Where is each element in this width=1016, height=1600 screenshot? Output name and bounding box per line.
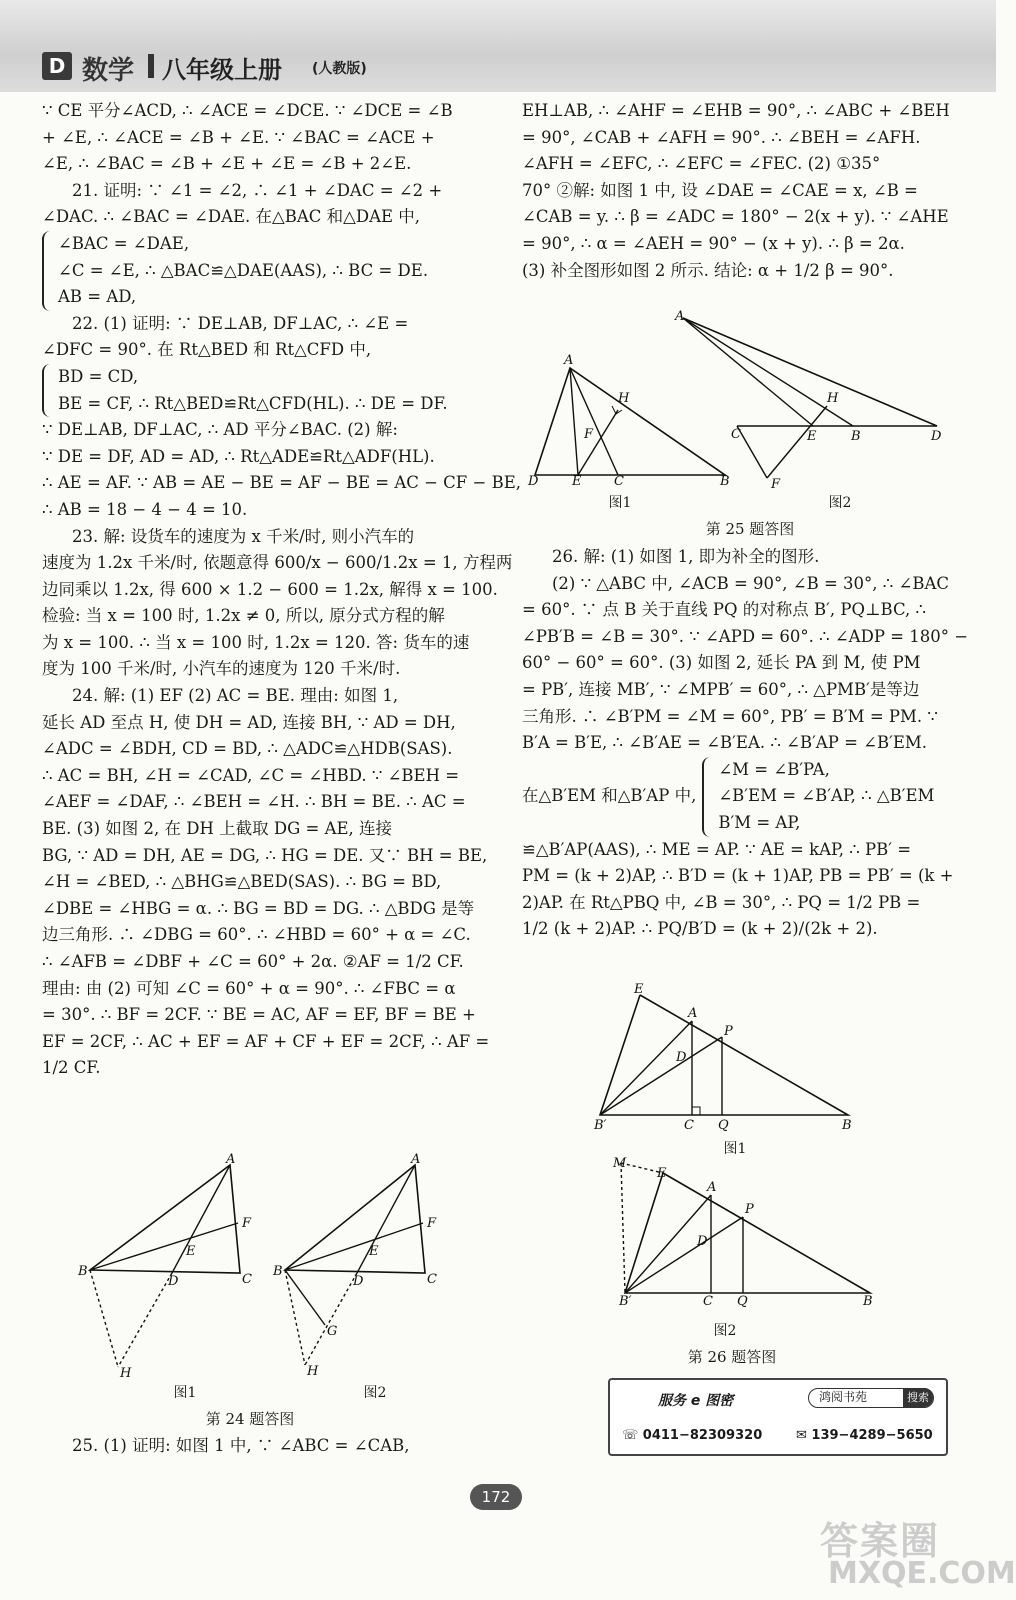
service-logo: 服务 e 图密 (658, 1393, 734, 1409)
figure-caption: 图2 (828, 495, 852, 511)
figure-caption: 图1 (173, 1385, 197, 1401)
svg-text:A: A (675, 309, 685, 324)
text-line: 70° ②解: 如图 1 中, 设 ∠DAE = ∠CAE = x, ∠B = (522, 180, 918, 200)
figure-26-1 (590, 982, 870, 1139)
figure-title: 第 24 题答图 (205, 1410, 295, 1428)
phone-1: 0411−82309320 (642, 1428, 763, 1443)
text-line: 速度为 1.2x 千米/时, 依题意得 600/x − 600/1.2x = 1, 方程两 (42, 553, 513, 573)
subject-title: 数学 (82, 56, 135, 86)
svg-text:B: B (863, 1294, 873, 1309)
svg-text:C: C (614, 474, 624, 489)
page-header (0, 0, 996, 92)
svg-text:H: H (120, 1366, 132, 1381)
text-line: ∠C = ∠E, ∴ △BAC≌△DAE(AAS), ∴ BC = DE. (58, 260, 429, 280)
figure-24-1 (70, 1152, 270, 1389)
figure-caption: 图2 (363, 1385, 387, 1401)
text-line: B′M = AP, (718, 812, 801, 832)
svg-text:D: D (931, 429, 942, 444)
service-info-box (608, 1378, 948, 1456)
svg-text:Q: Q (737, 1294, 748, 1309)
text-line: ∠B′EM = ∠B′AP, ∴ △B′EM (718, 786, 935, 806)
svg-text:F: F (242, 1216, 252, 1231)
page-number: 172 (470, 1484, 522, 1510)
text-line: BE = CF, ∴ Rt△BED≌Rt△CFD(HL). ∴ DE = DF. (58, 393, 448, 413)
text-line: PM = (k + 2)AP, ∴ B′D = (k + 1)AP, PB = PB′ = (k + (522, 866, 954, 886)
search-box (808, 1388, 934, 1408)
phone-number: ☏ 0411−82309320 (622, 1428, 763, 1443)
text-line: ∠DAC. ∴ ∠BAC = ∠DAE. 在△BAC 和△DAE 中, (42, 207, 421, 227)
figure-26-2 (605, 1155, 885, 1309)
right-column-top (522, 98, 962, 284)
text-line: ∴ ∠AFB = ∠DBF + ∠C = 60° + 2α. ②AF = 1/2 CF. (42, 952, 464, 971)
svg-text:E: E (572, 474, 582, 489)
svg-text:D: D (528, 474, 539, 489)
series-logo: D (42, 52, 72, 80)
figure-24-2 (265, 1152, 465, 1389)
text-line: B′A = B′E, ∴ ∠B′AE = ∠B′EA. ∴ ∠B′AP = ∠B′EM. (522, 733, 928, 753)
text-line: 在△B′EM 和△B′AP 中, (522, 786, 697, 806)
svg-text:A: A (411, 1152, 421, 1167)
svg-text:P: P (745, 1202, 754, 1217)
text-line: ∠CAB = y. ∴ β = ∠ADC = 180° − 2(x + y). ∵ ∠AHE (522, 207, 949, 227)
text-line: (2) ∵ △ABC 中, ∠ACB = 90°, ∠B = 30°, ∴ ∠BAC (552, 573, 950, 593)
phone-2: 139−4289−5650 (811, 1428, 933, 1443)
text-line: EF = 2CF, ∴ AC + EF = AF + CF + EF = 2CF, ∴ AF = (42, 1031, 490, 1051)
brace-system (42, 231, 490, 311)
svg-text:A: A (688, 1006, 698, 1021)
svg-text:H: H (307, 1364, 319, 1379)
svg-text:E: E (186, 1244, 196, 1259)
text-line: (3) 补全图形如图 2 所示. 结论: α + 1/2 β = 90°. (522, 260, 894, 280)
text-line: ∠DFC = 90°. 在 Rt△BED 和 Rt△CFD 中, (42, 340, 372, 360)
text-line: 为 x = 100. ∴ 当 x = 100 时, 1.2x = 120. 答: 货车的速 (42, 632, 470, 652)
svg-text:C: C (703, 1294, 713, 1309)
search-button: 搜索 (903, 1388, 933, 1407)
text-line: BD = CD, (58, 366, 139, 386)
text-line: 度为 100 千米/时, 小汽车的速度为 120 千米/时. (42, 659, 401, 679)
text-line: 三角形. ∴ ∠B′PM = ∠M = 60°, PB′ = B′M = PM. ∵ (522, 706, 938, 726)
brace-system (522, 757, 962, 837)
phone-number: ✉ 139−4289−5650 (796, 1428, 933, 1443)
svg-text:F: F (427, 1216, 437, 1231)
text-line: 22. (1) 证明: ∵ DE⊥AB, DF⊥AC, ∴ ∠E = (72, 313, 409, 333)
figure-caption: 图1 (723, 1141, 747, 1157)
figure-caption: 图1 (608, 495, 632, 511)
text-line: = PB′, 连接 MB′, ∵ ∠MPB′ = 60°, ∴ △PMB′是等边 (522, 679, 920, 699)
text-line: ∴ AE = AF. ∵ AB = AE − BE = AF − BE = AC − CF − BE, (42, 473, 521, 493)
figure-title: 第 26 题答图 (687, 1348, 777, 1366)
svg-text:A: A (226, 1152, 236, 1167)
text-line: ∠PB′B = ∠B = 30°. ∵ ∠APD = 60°. ∴ ∠ADP = 180° − (522, 626, 969, 646)
text-line: 1/2 CF. (42, 1058, 101, 1078)
text-line: ∵ DE = DF, AD = AD, ∴ Rt△ADE≌Rt△ADF(HL). (42, 446, 435, 466)
figure-25-2 (675, 308, 955, 492)
svg-text:H: H (827, 391, 839, 406)
text-line: 延长 AD 至点 H, 使 DH = AD, 连接 BH, ∵ AD = DH, (42, 712, 456, 732)
svg-text:C: C (242, 1272, 252, 1287)
figure-caption: 图2 (713, 1323, 737, 1339)
text-line: 60° − 60° = 60°. (3) 如图 2, 延长 PA 到 M, 使 PM (522, 653, 921, 673)
svg-text:B′: B′ (594, 1118, 607, 1133)
svg-text:E: E (807, 429, 817, 444)
svg-text:C: C (731, 427, 741, 442)
text-line: ∠DBE = ∠HBG = α. ∴ BG = BD = DG. ∴ △BDG 是等 (42, 898, 475, 918)
text-line: 1/2 (k + 2)AP. ∴ PQ/B′D = (k + 2)/(2k + 2). (522, 919, 878, 939)
svg-text:G: G (327, 1324, 338, 1339)
text-line: 2)AP. 在 Rt△PBQ 中, ∠B = 30°, ∴ PQ = 1/2 PB = (522, 892, 921, 912)
text-line: BG, ∵ AD = DH, AE = DG, ∴ HG = DE. 又∵ BH = BE, (42, 845, 488, 865)
svg-text:E: E (369, 1244, 379, 1259)
text-line: ∴ AB = 18 − 4 − 4 = 10. (42, 499, 248, 519)
svg-text:C: C (427, 1272, 437, 1287)
search-text: 鸿阅书苑 (819, 1390, 868, 1404)
svg-text:B′: B′ (619, 1294, 632, 1309)
text-line: ∠ADC = ∠BDH, CD = BD, ∴ △ADC≌△HDB(SAS). (42, 739, 453, 759)
svg-text:H: H (618, 391, 630, 406)
text-line: ∠AFH = ∠EFC, ∴ ∠EFC = ∠FEC. (2) ①35° (522, 154, 881, 174)
svg-text:E: E (634, 982, 644, 997)
svg-text:B: B (273, 1264, 283, 1279)
text-line: ∠AEF = ∠DAF, ∴ ∠BEH = ∠H. ∴ BH = BE. ∴ AC = (42, 792, 466, 812)
svg-text:D: D (168, 1274, 179, 1289)
text-line: + ∠E, ∴ ∠ACE = ∠B + ∠E. ∵ ∠BAC = ∠ACE + (42, 127, 435, 147)
text-line: 检验: 当 x = 100 时, 1.2x ≠ 0, 所以, 原分式方程的解 (42, 606, 445, 626)
left-column (42, 98, 521, 1082)
text-line: = 30°. ∴ BF = 2CF. ∵ BE = AC, AF = EF, BF = BE + (42, 1005, 476, 1025)
edition-label: (人教版) (312, 61, 367, 77)
svg-text:F: F (771, 477, 781, 492)
watermark-url: MXQE.COM (828, 1556, 1016, 1591)
text-line: 21. 证明: ∵ ∠1 = ∠2, ∴ ∠1 + ∠DAC = ∠2 + (72, 180, 443, 200)
text-line: 26. 解: (1) 如图 1, 即为补全的图形. (552, 547, 820, 566)
svg-text:M: M (613, 1156, 627, 1171)
svg-text:A: A (707, 1180, 717, 1195)
text-line: 边三角形. ∴ ∠DBG = 60°. ∴ ∠HBD = 60° + α = ∠C. (42, 925, 471, 945)
svg-text:E: E (657, 1166, 667, 1181)
svg-text:B: B (842, 1118, 852, 1133)
text-line: 25. (1) 证明: 如图 1 中, ∵ ∠ABC = ∠CAB, (72, 1436, 410, 1455)
text-line: ≌△B′AP(AAS), ∴ ME = AP. ∵ AE = kAP, ∴ PB′ = (522, 839, 912, 859)
header-divider (148, 54, 154, 78)
grade-title: 八年级上册 (162, 56, 282, 84)
svg-text:D: D (353, 1274, 364, 1289)
figure-title: 第 25 题答图 (705, 520, 795, 538)
text-line: ∠M = ∠B′PA, (718, 759, 830, 779)
svg-text:D: D (697, 1234, 708, 1249)
svg-text:P: P (724, 1024, 733, 1039)
text-line: = 90°, ∠CAB + ∠AFH = 90°. ∴ ∠BEH = ∠AFH. (522, 127, 921, 147)
text-line: = 60°. ∵ 点 B 关于直线 PQ 的对称点 B′, PQ⊥BC, ∴ (522, 600, 926, 620)
text-line: 边同乘以 1.2x, 得 600 × 1.2 − 600 = 1.2x, 解得 x = 100. (42, 579, 498, 599)
text-line: = 90°, ∴ α = ∠AEH = 90° − (x + y). ∴ β = 2α. (522, 233, 905, 253)
text-line: BE. (3) 如图 2, 在 DH 上截取 DG = AE, 连接 (42, 819, 393, 839)
text-line: ∵ DE⊥AB, DF⊥AC, ∴ AD 平分∠BAC. (2) 解: (42, 420, 398, 440)
svg-text:B: B (720, 474, 730, 489)
svg-text:A: A (564, 353, 574, 368)
svg-text:C: C (684, 1118, 694, 1133)
text-line: ∠H = ∠BED, ∴ △BHG≌△BED(SAS). ∴ BG = BD, (42, 872, 442, 892)
svg-text:B: B (851, 429, 861, 444)
svg-text:F: F (584, 427, 594, 442)
brace-system (42, 364, 490, 417)
right-column-q26 (522, 544, 969, 943)
watermark-logo: 答案圈 (820, 1519, 941, 1563)
text-line: 24. 解: (1) EF (2) AC = BE. 理由: 如图 1, (72, 686, 399, 706)
svg-text:B: B (78, 1264, 88, 1279)
text-line: EH⊥AB, ∴ ∠AHF = ∠EHB = 90°, ∴ ∠ABC + ∠BEH (522, 101, 950, 120)
text-line: 23. 解: 设货车的速度为 x 千米/时, 则小汽车的 (72, 526, 415, 546)
svg-text:Q: Q (718, 1118, 729, 1133)
text-line: ∴ AC = BH, ∠H = ∠CAD, ∠C = ∠HBD. ∵ ∠BEH = (42, 765, 460, 785)
text-line: ∠E, ∴ ∠BAC = ∠B + ∠E + ∠E = ∠B + 2∠E. (42, 154, 412, 174)
text-line: AB = AD, (58, 287, 137, 307)
text-line: ∠BAC = ∠DAE, (58, 233, 190, 253)
svg-text:D: D (676, 1050, 687, 1065)
text-line: ∵ CE 平分∠ACD, ∴ ∠ACE = ∠DCE. ∵ ∠DCE = ∠B (42, 101, 453, 120)
text-line: 理由: 由 (2) 可知 ∠C = 60° + α = 90°. ∴ ∠FBC = α (42, 978, 456, 998)
